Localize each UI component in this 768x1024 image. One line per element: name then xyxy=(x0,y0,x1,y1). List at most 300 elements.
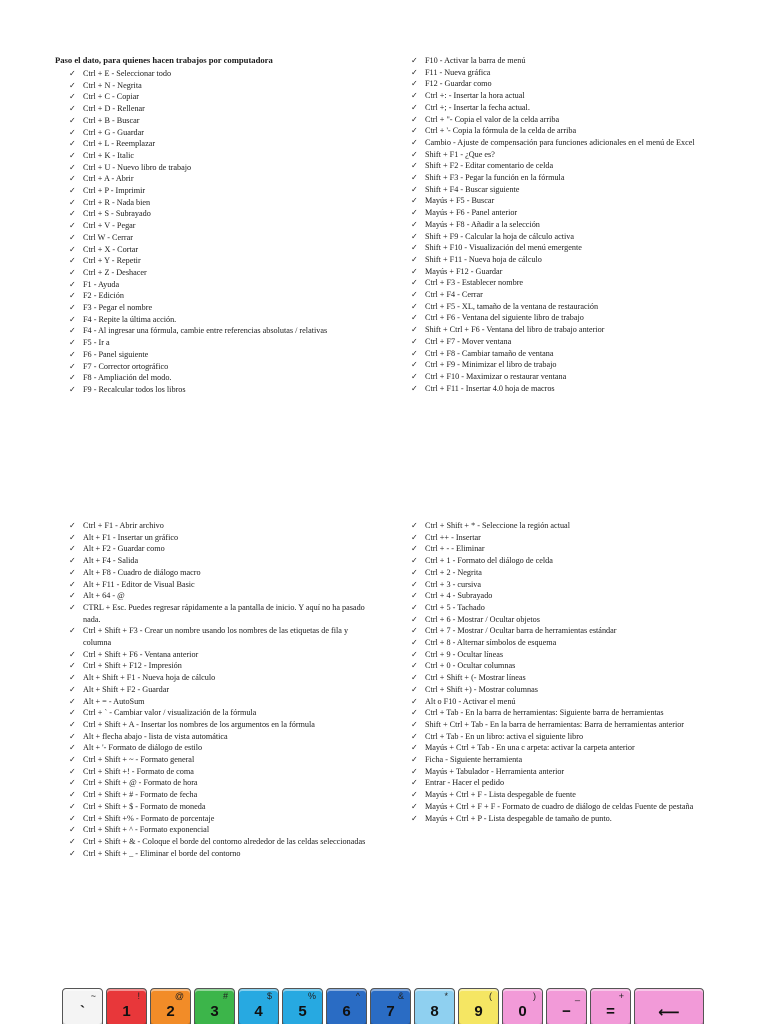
list-item xyxy=(410,813,710,825)
list-item xyxy=(68,742,373,754)
checkmark-icon: ✓ xyxy=(69,256,76,266)
list-item-text: Alt + F4 - Salida xyxy=(83,556,139,566)
key-shift-symbol: ) xyxy=(533,991,536,1001)
list-item-text: Ctrl + Shift + # - Formato de fecha xyxy=(83,790,198,800)
list-item-text: Ctrl + F9 - Minimizar el libro de trabajo xyxy=(425,360,557,370)
list-item xyxy=(68,384,385,396)
checkmark-icon: ✓ xyxy=(69,813,76,823)
list-item-text: Mayús + Ctrl + P - Lista despegable de tamaño de punto. xyxy=(425,813,612,823)
checkmark-icon: ✓ xyxy=(411,208,418,218)
list-item-text: F8 - Ampliación del modo. xyxy=(83,373,172,383)
key-shift-symbol: # xyxy=(222,991,228,1001)
list-item xyxy=(68,719,373,731)
checkmark-icon: ✓ xyxy=(411,602,418,612)
list-item-text: Ctrl + V - Pegar xyxy=(83,221,136,231)
key-label: 0 xyxy=(518,1003,527,1020)
checkmark-icon: ✓ xyxy=(411,266,418,276)
column-right-bottom xyxy=(410,520,710,824)
list-item-text: Ctrl + 9 - Ocultar líneas xyxy=(425,649,504,659)
list-item xyxy=(68,314,385,326)
list-item-text: Ctrl + - - Eliminar xyxy=(425,544,485,554)
list-item xyxy=(410,660,710,672)
checkmark-icon: ✓ xyxy=(69,649,76,659)
list-item-text: Ctrl + D - Rellenar xyxy=(83,104,145,114)
list-item-text: Ctrl + Shift + ^ - Formato exponencial xyxy=(83,825,210,835)
list-item xyxy=(68,138,385,150)
list-item-text: Ctrl + Y - Repetir xyxy=(83,256,141,266)
list-item-text: F1 - Ayuda xyxy=(83,279,120,289)
list-item xyxy=(68,255,385,267)
checkmark-icon: ✓ xyxy=(69,673,76,683)
list-item xyxy=(68,372,385,384)
list-item xyxy=(68,173,385,185)
checkmark-icon: ✓ xyxy=(411,383,418,393)
checkmark-icon: ✓ xyxy=(411,56,418,65)
list-item xyxy=(68,91,385,103)
checkmark-icon: ✓ xyxy=(411,348,418,358)
list-item-text: Ctrl + R - Nada bien xyxy=(83,197,151,207)
list-item-text: Ctrl + Shift + & - Coloque el borde del contorno alrededor de las celdas seleccionadas xyxy=(83,836,366,846)
list-item-text: Ctrl + Z - Deshacer xyxy=(83,267,147,277)
list-item-text: Mayús + F6 - Panel anterior xyxy=(425,208,518,218)
checkmark-icon: ✓ xyxy=(411,336,418,346)
checkmark-icon: ✓ xyxy=(69,349,76,359)
list-item xyxy=(410,520,710,532)
checkmark-icon: ✓ xyxy=(69,755,76,765)
list-item xyxy=(68,532,373,544)
list-item-text: Mayús + Ctrl + F + F - Formato de cuadro de diálogo de celdas Fuente de pestaña xyxy=(425,801,694,811)
list-item-text: Ctrl + Shift +% - Formato de porcentaje xyxy=(83,813,215,823)
list-item xyxy=(410,614,710,626)
list-item-text: Ctrl + 7 - Mostrar / Ocultar barra de herramientas estándar xyxy=(425,626,617,636)
list-item xyxy=(410,55,710,67)
checkmark-icon: ✓ xyxy=(69,579,76,589)
key-shift-symbol: & xyxy=(397,991,404,1001)
list-item xyxy=(410,125,710,137)
checkmark-icon: ✓ xyxy=(411,243,418,253)
keyboard-key xyxy=(414,988,455,1024)
list-item xyxy=(410,266,710,278)
list-item xyxy=(68,707,373,719)
checkmark-icon: ✓ xyxy=(69,232,76,242)
key-shift-symbol: % xyxy=(307,991,316,1001)
list-item xyxy=(410,579,710,591)
key-label: 5 xyxy=(298,1003,307,1020)
checkmark-icon: ✓ xyxy=(69,544,76,554)
list-item xyxy=(410,207,710,219)
checkmark-icon: ✓ xyxy=(69,303,76,313)
list-item xyxy=(68,625,373,648)
checkmark-icon: ✓ xyxy=(411,360,418,370)
keyboard-key xyxy=(62,988,103,1024)
list-item xyxy=(410,149,710,161)
list-item-text: Shift + F4 - Buscar siguiente xyxy=(425,184,520,194)
list-item xyxy=(68,555,373,567)
list-item-text: Ctrl + 1 - Formato del diálogo de celda xyxy=(425,556,553,566)
list-item-text: Mayús + F12 - Guardar xyxy=(425,266,503,276)
checkmark-icon: ✓ xyxy=(411,567,418,577)
checkmark-icon: ✓ xyxy=(411,673,418,683)
key-shift-symbol: ~ xyxy=(90,991,96,1001)
checkmark-icon: ✓ xyxy=(69,626,76,636)
list-item xyxy=(68,649,373,661)
checkmark-icon: ✓ xyxy=(411,684,418,694)
list-item xyxy=(410,336,710,348)
checkmark-icon: ✓ xyxy=(411,661,418,671)
list-item xyxy=(410,789,710,801)
checkmark-icon: ✓ xyxy=(411,219,418,229)
list-item xyxy=(410,766,710,778)
keyboard-key xyxy=(150,988,191,1024)
list-item-text: Ctrl + 2 - Negrita xyxy=(425,567,482,577)
list-item xyxy=(410,348,710,360)
keyboard-key xyxy=(238,988,279,1024)
checkmark-icon: ✓ xyxy=(69,591,76,601)
key-label: 9 xyxy=(474,1003,483,1020)
checkmark-icon: ✓ xyxy=(69,326,76,336)
checkmark-icon: ✓ xyxy=(69,139,76,149)
checkmark-icon: ✓ xyxy=(411,591,418,601)
list-item-text: Alt + flecha abajo - lista de vista automática xyxy=(83,731,228,741)
keyboard-key xyxy=(590,988,631,1024)
checkmark-icon: ✓ xyxy=(411,102,418,112)
list-item-text: Alt o F10 - Activar el menú xyxy=(425,696,516,706)
checkmark-icon: ✓ xyxy=(411,371,418,381)
key-label: − xyxy=(562,1003,571,1020)
list-item xyxy=(410,637,710,649)
checkmark-icon: ✓ xyxy=(69,221,76,231)
list-item xyxy=(68,337,385,349)
checkmark-icon: ✓ xyxy=(69,696,76,706)
list-item xyxy=(68,579,373,591)
checkmark-icon: ✓ xyxy=(69,731,76,741)
list-item xyxy=(410,242,710,254)
list-item-text: Mayús + Tabulador - Herramienta anterior xyxy=(425,766,565,776)
list-item xyxy=(68,197,385,209)
list-item-text: Alt + F1 - Insertar un gráfico xyxy=(83,532,179,542)
list-item-text: Ctrl + C - Copiar xyxy=(83,92,140,102)
list-item xyxy=(410,625,710,637)
list-item xyxy=(68,220,385,232)
list-item-text: F11 - Nueva gráfica xyxy=(425,67,491,77)
list-item xyxy=(68,162,385,174)
checkmark-icon: ✓ xyxy=(411,532,418,542)
key-shift-symbol: $ xyxy=(266,991,272,1001)
list-item-text: Ctrl + F5 - XL, tamaño de la ventana de restauración xyxy=(425,301,599,311)
column-left-top xyxy=(55,55,385,396)
list-item-text: Alt + 64 - @ xyxy=(83,591,125,601)
list-item xyxy=(68,325,385,337)
list-item-text: Ctrl + Tab - En la barra de herramientas: Siguiente barra de herramientas xyxy=(425,708,664,718)
key-label: 2 xyxy=(166,1003,175,1020)
checkmark-icon: ✓ xyxy=(69,825,76,835)
list-item xyxy=(410,277,710,289)
list-item-text: Ctrl +: - Insertar la hora actual xyxy=(425,91,525,101)
list-item xyxy=(68,520,373,532)
list-item-text: Ficha - Siguiente herramienta xyxy=(425,755,523,765)
checkmark-icon: ✓ xyxy=(411,313,418,323)
list-item xyxy=(68,185,385,197)
list-item-text: Ctrl + '- Copia la fórmula de la celda de arriba xyxy=(425,126,577,136)
list-item-text: Mayús + Ctrl + F - Lista despegable de fuente xyxy=(425,790,576,800)
list-item-text: Ctrl + 5 - Tachado xyxy=(425,602,485,612)
checkmark-icon: ✓ xyxy=(69,778,76,788)
list-item-text: F12 - Guardar como xyxy=(425,79,492,89)
list-item xyxy=(68,267,385,279)
list-item-text: F3 - Pegar el nombre xyxy=(83,303,153,313)
list-item xyxy=(68,361,385,373)
list-item-text: Ctrl + 8 - Alternar símbolos de esquema xyxy=(425,638,557,648)
list-item xyxy=(68,208,385,220)
list-item xyxy=(68,127,385,139)
list-item-text: F10 - Activar la barra de menú xyxy=(425,56,526,65)
checkmark-icon: ✓ xyxy=(69,532,76,542)
list-item-text: Ctrl + F10 - Maximizar o restaurar ventana xyxy=(425,371,567,381)
list-item-text: F2 - Edición xyxy=(83,291,124,301)
shortcut-list xyxy=(68,68,385,396)
checkmark-icon: ✓ xyxy=(69,836,76,846)
list-item-text: Ctrl + G - Guardar xyxy=(83,127,145,137)
keyboard-key xyxy=(458,988,499,1024)
list-item-text: Entrar - Hacer el pedido xyxy=(425,778,505,788)
list-item-text: Ctrl + Shift + _ - Eliminar el borde del contorno xyxy=(83,848,241,858)
list-item-text: Ctrl + X - Cortar xyxy=(83,244,139,254)
list-item-text: Shift + F3 - Pegar la función en la fórmula xyxy=(425,173,565,183)
list-item xyxy=(410,543,710,555)
list-item xyxy=(410,172,710,184)
checkmark-icon: ✓ xyxy=(411,743,418,753)
list-item-text: Shift + F1 - ¿Que es? xyxy=(425,149,495,159)
list-item xyxy=(68,68,385,80)
key-shift-symbol: * xyxy=(444,991,448,1001)
list-item-text: Ctrl + F6 - Ventana del siguiente libro de trabajo xyxy=(425,313,584,323)
list-item xyxy=(68,80,385,92)
checkmark-icon: ✓ xyxy=(411,638,418,648)
checkmark-icon: ✓ xyxy=(411,290,418,300)
list-item xyxy=(68,279,385,291)
list-item-text: Alt + F8 - Cuadro de diálogo macro xyxy=(83,567,201,577)
list-item xyxy=(410,383,710,395)
list-item-text: Ctrl ++ - Insertar xyxy=(425,532,481,542)
checkmark-icon: ✓ xyxy=(69,209,76,219)
list-item xyxy=(410,289,710,301)
list-item xyxy=(410,102,710,114)
list-item xyxy=(68,813,373,825)
list-item xyxy=(410,114,710,126)
checkmark-icon: ✓ xyxy=(411,778,418,788)
list-item xyxy=(410,312,710,324)
keyboard-key xyxy=(326,988,367,1024)
list-item xyxy=(68,696,373,708)
key-label: 1 xyxy=(122,1003,131,1020)
checkmark-icon: ✓ xyxy=(411,719,418,729)
checkmark-icon: ✓ xyxy=(411,149,418,159)
checkmark-icon: ✓ xyxy=(411,173,418,183)
list-item xyxy=(410,731,710,743)
checkmark-icon: ✓ xyxy=(69,373,76,383)
list-item-text: Shift + F2 - Editar comentario de celda xyxy=(425,161,554,171)
checkmark-icon: ✓ xyxy=(411,544,418,554)
list-item xyxy=(410,195,710,207)
checkmark-icon: ✓ xyxy=(69,661,76,671)
list-item xyxy=(68,567,373,579)
list-item-text: Ctrl + 0 - Ocultar columnas xyxy=(425,661,516,671)
checkmark-icon: ✓ xyxy=(411,161,418,171)
list-item xyxy=(410,160,710,172)
checkmark-icon: ✓ xyxy=(69,521,76,530)
checkmark-icon: ✓ xyxy=(69,174,76,184)
checkmark-icon: ✓ xyxy=(69,790,76,800)
checkmark-icon: ✓ xyxy=(411,278,418,288)
list-item-text: Ctrl + 6 - Mostrar / Ocultar objetos xyxy=(425,614,540,624)
checkmark-icon: ✓ xyxy=(69,186,76,196)
checkmark-icon: ✓ xyxy=(69,104,76,114)
list-item xyxy=(68,232,385,244)
list-item xyxy=(410,777,710,789)
list-item-text: Ctrl + Shift + $ - Formato de moneda xyxy=(83,801,206,811)
list-item xyxy=(68,590,373,602)
list-item xyxy=(68,684,373,696)
list-item-text: Ctrl + 3 - cursiva xyxy=(425,579,482,589)
list-item xyxy=(68,150,385,162)
key-label: 8 xyxy=(430,1003,439,1020)
list-item-text: Ctrl + 4 - Subrayado xyxy=(425,591,493,601)
list-item xyxy=(410,742,710,754)
shortcut-list xyxy=(68,520,373,859)
key-shift-symbol: _ xyxy=(574,991,580,1001)
checkmark-icon: ✓ xyxy=(69,556,76,566)
keyboard-key xyxy=(502,988,543,1024)
list-item-text: Alt + F11 - Editor de Visual Basic xyxy=(83,579,195,589)
list-item-text: Ctrl + Shift + F6 - Ventana anterior xyxy=(83,649,199,659)
list-item xyxy=(410,696,710,708)
list-item-text: Ctrl + Shift + @ - Formato de hora xyxy=(83,778,198,788)
shortcut-list xyxy=(410,520,710,824)
list-item xyxy=(68,824,373,836)
list-item xyxy=(410,754,710,766)
list-item xyxy=(410,649,710,661)
checkmark-icon: ✓ xyxy=(69,338,76,348)
list-item xyxy=(68,766,373,778)
list-item-text: Ctrl + Shift +) - Mostrar columnas xyxy=(425,684,538,694)
list-item-text: Shift + Ctrl + F6 - Ventana del libro de trabajo anterior xyxy=(425,325,605,335)
key-shift-symbol: + xyxy=(618,991,624,1001)
list-item-text: Alt + F2 - Guardar como xyxy=(83,544,165,554)
checkmark-icon: ✓ xyxy=(69,197,76,207)
list-item-text: Ctrl + Shift + ~ - Formato general xyxy=(83,755,195,765)
list-item-text: Ctrl + Shift + F12 - Impresión xyxy=(83,661,182,671)
list-item-text: Ctrl + Shift + * - Seleccione la región actual xyxy=(425,521,570,530)
column-right-top xyxy=(410,55,710,394)
key-label: 7 xyxy=(386,1003,395,1020)
checkmark-icon: ✓ xyxy=(69,244,76,254)
list-item xyxy=(68,754,373,766)
checkmark-icon: ✓ xyxy=(411,614,418,624)
key-shift-symbol: @ xyxy=(174,991,184,1001)
checkmark-icon: ✓ xyxy=(69,719,76,729)
list-item xyxy=(68,290,385,302)
list-item-text: Mayús + Ctrl + Tab - En una c arpeta: activar la carpeta anterior xyxy=(425,743,635,753)
checkmark-icon: ✓ xyxy=(69,848,76,858)
list-item xyxy=(410,371,710,383)
list-item xyxy=(68,244,385,256)
list-item-text: Mayús + F5 - Buscar xyxy=(425,196,495,206)
list-item xyxy=(410,602,710,614)
keyboard-key xyxy=(106,988,147,1024)
checkmark-icon: ✓ xyxy=(69,801,76,811)
checkmark-icon: ✓ xyxy=(69,361,76,371)
list-item xyxy=(68,103,385,115)
list-item-text: Alt + Shift + F1 - Nueva hoja de cálculo xyxy=(83,673,216,683)
keyboard-key xyxy=(546,988,587,1024)
checkmark-icon: ✓ xyxy=(69,80,76,90)
list-item-text: Alt + = - AutoSum xyxy=(83,696,145,706)
list-item-text: F6 - Panel siguiente xyxy=(83,349,149,359)
key-label: ` xyxy=(80,1003,85,1020)
list-item xyxy=(410,219,710,231)
list-item-text: Ctrl + Tab - En un libro: activa el siguiente libro xyxy=(425,731,584,741)
checkmark-icon: ✓ xyxy=(69,127,76,137)
list-item xyxy=(68,602,373,625)
checkmark-icon: ✓ xyxy=(411,184,418,194)
list-item-text: Ctrl + Shift + F3 - Crear un nombre usando los nombres de las etiquetas de fila y columna xyxy=(83,626,349,648)
list-item xyxy=(410,137,710,149)
list-item-text: Ctrl + F7 - Mover ventana xyxy=(425,336,512,346)
list-item-text: Shift + Ctrl + Tab - En la barra de herramientas: Barra de herramientas anterior xyxy=(425,719,685,729)
list-item-text: Shift + F9 - Calcular la hoja de cálculo activa xyxy=(425,231,574,241)
list-item-text: Ctrl + Shift + (- Mostrar líneas xyxy=(425,673,526,683)
list-item-text: Cambio - Ajuste de compensación para funciones adicionales en el menú de Excel xyxy=(425,137,695,147)
list-item xyxy=(68,836,373,848)
checkmark-icon: ✓ xyxy=(411,126,418,136)
checkmark-icon: ✓ xyxy=(411,67,418,77)
list-item-text: Ctrl W - Cerrar xyxy=(83,232,133,242)
list-item xyxy=(68,777,373,789)
checkmark-icon: ✓ xyxy=(411,731,418,741)
list-item xyxy=(410,78,710,90)
checkmark-icon: ✓ xyxy=(411,325,418,335)
keyboard-key xyxy=(282,988,323,1024)
list-item xyxy=(410,324,710,336)
list-item-text: Ctrl + F4 - Cerrar xyxy=(425,290,483,300)
list-item-text: Ctrl + E - Seleccionar todo xyxy=(83,69,172,78)
checkmark-icon: ✓ xyxy=(411,766,418,776)
list-item xyxy=(410,532,710,544)
key-shift-symbol: ( xyxy=(489,991,492,1001)
list-item xyxy=(68,660,373,672)
list-item xyxy=(410,590,710,602)
list-item xyxy=(68,349,385,361)
list-item-text: Ctrl + L - Reemplazar xyxy=(83,139,156,149)
list-item xyxy=(410,567,710,579)
list-item-text: Ctrl + B - Buscar xyxy=(83,115,140,125)
list-item-text: Ctrl + N - Negrita xyxy=(83,80,142,90)
checkmark-icon: ✓ xyxy=(69,766,76,776)
checkmark-icon: ✓ xyxy=(69,567,76,577)
list-item-text: F4 - Repite la última acción. xyxy=(83,314,177,324)
checkmark-icon: ✓ xyxy=(411,114,418,124)
shortcut-list xyxy=(410,55,710,394)
list-item-text: Alt + Shift + F2 - Guardar xyxy=(83,684,170,694)
list-item xyxy=(410,672,710,684)
list-item-text: Ctrl + P - Imprimir xyxy=(83,186,146,196)
checkmark-icon: ✓ xyxy=(411,708,418,718)
checkmark-icon: ✓ xyxy=(69,279,76,289)
list-item-text: Ctrl + Shift +! - Formato de coma xyxy=(83,766,194,776)
checkmark-icon: ✓ xyxy=(411,137,418,147)
list-item xyxy=(68,302,385,314)
checkmark-icon: ✓ xyxy=(69,92,76,102)
